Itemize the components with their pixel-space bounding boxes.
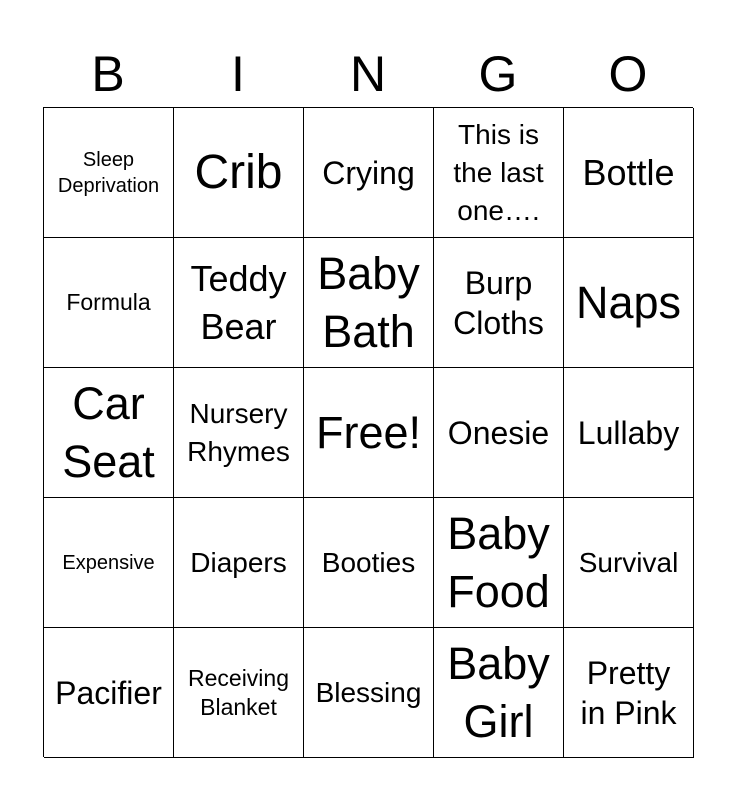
cell-text: Crib [194, 145, 283, 199]
bingo-header [43, 40, 693, 108]
cell-text: Receiving Blanket [188, 664, 289, 720]
bingo-cell[interactable] [564, 498, 694, 628]
bingo-cell[interactable] [174, 498, 304, 628]
header-letter-b: B [91, 46, 125, 102]
cell-text: Diapers [190, 546, 287, 578]
bingo-cell[interactable] [174, 368, 304, 498]
cell-text: Burp Cloths [453, 264, 544, 341]
bingo-cell[interactable] [304, 108, 434, 238]
cell-text: Sleep Deprivation [57, 148, 160, 197]
cell-text: Booties [321, 546, 416, 578]
cell-text: Naps [575, 276, 682, 328]
cell-text: Baby Girl [447, 637, 550, 747]
cell-text: Expensive [62, 551, 155, 574]
bingo-cell[interactable] [434, 628, 564, 758]
cell-text: Survival [578, 546, 679, 578]
bingo-cell[interactable] [44, 628, 174, 758]
bingo-cell[interactable] [434, 238, 564, 368]
bingo-cell[interactable] [304, 238, 434, 368]
header-letter-o: O [608, 46, 648, 102]
header-letter-n: N [349, 46, 387, 102]
cell-text: Teddy Bear [190, 257, 287, 347]
bingo-cell[interactable] [304, 498, 434, 628]
bingo-cell[interactable] [44, 238, 174, 368]
bingo-card-grid [43, 107, 693, 757]
cell-text: This is the last one…. [453, 118, 544, 226]
cell-text: Bottle [582, 151, 675, 193]
bingo-cell[interactable] [564, 108, 694, 238]
bingo-cell[interactable] [44, 498, 174, 628]
bingo-cell[interactable] [434, 368, 564, 498]
cell-text: Car Seat [62, 377, 155, 487]
cell-text: Formula [66, 289, 151, 315]
cell-text: Pacifier [55, 674, 162, 711]
free-space-cell[interactable] [304, 368, 434, 498]
bingo-cell[interactable] [564, 238, 694, 368]
bingo-cell[interactable] [174, 108, 304, 238]
bingo-cell[interactable] [564, 368, 694, 498]
header-letter-i: I [231, 46, 245, 102]
cell-text: Baby Food [447, 507, 550, 617]
cell-text: Lullaby [577, 414, 680, 451]
bingo-cell[interactable] [434, 108, 564, 238]
cell-text: Blessing [315, 676, 422, 708]
cell-text: Crying [322, 154, 415, 191]
bingo-cell[interactable] [434, 498, 564, 628]
bingo-cell[interactable] [174, 238, 304, 368]
free-space-text: Free! [315, 406, 422, 458]
bingo-cell[interactable] [564, 628, 694, 758]
cell-text: Baby Bath [317, 247, 420, 357]
cell-text: Onesie [447, 414, 550, 451]
cell-text: Pretty in Pink [580, 654, 677, 731]
bingo-cell[interactable] [304, 628, 434, 758]
cell-text: Nursery Rhymes [187, 397, 290, 467]
bingo-cell[interactable] [44, 368, 174, 498]
bingo-cell[interactable] [174, 628, 304, 758]
bingo-cell[interactable] [44, 108, 174, 238]
header-letter-g: G [478, 46, 518, 102]
